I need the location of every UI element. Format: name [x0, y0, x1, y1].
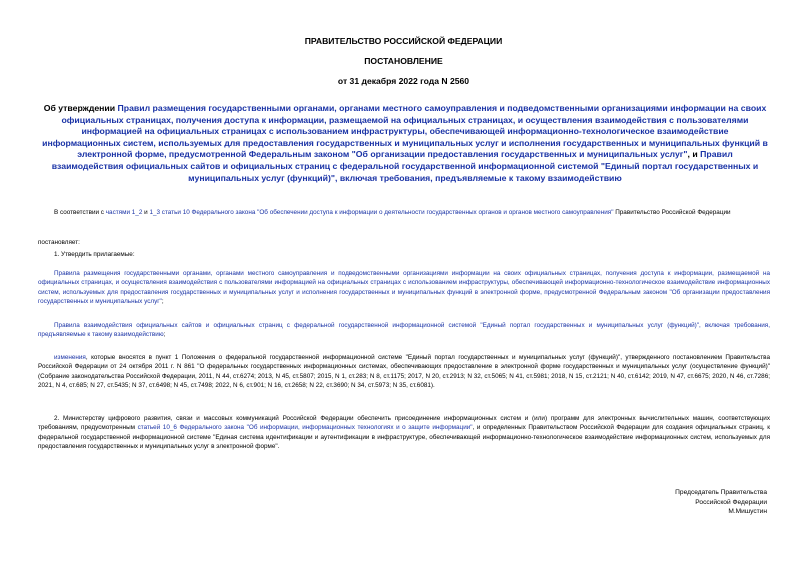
- link-rules-placement[interactable]: Правила размещения государственными органами, органами местного самоуправления и подведомственными организациями информации на своих официальных страницах, получения доступа к информации, размещаемой на официальных страницах, и осуществления взаимодействия с пользователями информацией на официальных страницах с использованием инфраструктуры, обеспечивающей информационно-технологическое взаимодействие информационных систем, используемых для предоставления государственных и муниципальных услуг и исполнения государственных и муниципальных функций в электронной форме, предусмотренной Федеральным законом "Об организации предоставления государственных и муниципальных услуг": [38, 270, 770, 305]
- preamble-text-b: и: [142, 209, 150, 216]
- item-1-label: 1. Утвердить прилагаемые:: [54, 251, 135, 258]
- item-2-paragraph: [38, 414, 770, 451]
- link-article-10-law[interactable]: 1_3 статьи 10 Федерального закона "Об обеспечении доступа к информации о деятельности государственных органов и органов местного самоуправления": [149, 209, 614, 216]
- date-number-heading: от 31 декабря 2022 года N 2560: [337, 76, 470, 86]
- signature-name: М.Мишустин: [728, 508, 767, 516]
- title-link-rules-placement[interactable]: Правил размещения государственными органами, органами местного самоуправления и подведомственными организациями информации на своих официальных страницах, получения доступа к информации, размещаемой на официальных страницах, и осуществления взаимодействия с пользователями информацией на официальных страницах с использованием инфраструктуры, обеспечивающей информационно-технологическое взаимодействие информационных систем, используемых для предоставления государственных и муниципальных услуг и исполнения государственных и муниципальных функций в электронной форме, предусмотренной Федеральным законом "Об организации предоставления государственных и муниципальных услуг": [42, 103, 768, 160]
- item-1-text: [38, 250, 770, 259]
- title-middle: , и: [687, 149, 701, 160]
- title-prefix: Об утверждении: [43, 103, 118, 113]
- approved-item-c: [38, 353, 770, 390]
- preamble-text-a: В соответствии с: [54, 209, 106, 216]
- approved-item-a: [38, 269, 770, 306]
- decides-text: постановляет:: [38, 239, 80, 246]
- approved-item-b: [38, 321, 770, 340]
- doc-type-heading: ПОСТАНОВЛЕНИЕ: [364, 56, 443, 66]
- link-rules-interaction[interactable]: Правила взаимодействия официальных сайтов и официальных страниц с федеральной государственной информационной системой "Единый портал государственных и муниципальных услуг (функций)", включая требования, предъявляемые к такому взаимодействию: [38, 322, 770, 339]
- link-parts-1-2[interactable]: частями 1_2: [105, 209, 143, 216]
- government-heading: ПРАВИТЕЛЬСТВО РОССИЙСКОЙ ФЕДЕРАЦИИ: [304, 36, 503, 46]
- link-amendments[interactable]: изменения: [54, 354, 86, 361]
- signature-block: [675, 488, 767, 517]
- signature-org: Российской Федерации: [695, 498, 767, 506]
- preamble-text-c: Правительство Российской Федерации: [613, 209, 731, 216]
- title-link-rules-interaction[interactable]: Правил взаимодействия официальных сайтов и официальных страниц с федеральной государственной информационной системой "Единый портал государственных и муниципальных услуг (функций)", включая требования, предъявляемые к такому взаимодействию: [51, 149, 759, 183]
- item-c-text: , которые вносятся в пункт 1 Положения о федеральной государственной информационной системе "Единый портал государственных и муниципальных услуг (функций)", утвержденного постановлением Правительства Российской Федерации от 24 октября 2011 г. N 861 "О федеральных государственных информационных системах, обеспечивающих предоставление в электронной форме государственных и муниципальных услуг (осуществление функций)" (Собрание законодательства Российской Федерации, 2011, N 44, ст.6274; 2013, N 45, ст.5807; 2015, N 1, ст.283; N 8, ст.1175; 2017, N 20, ст.2913; N 32, ст.5065; N 41, ст.5981; 2018, N 15, ст.2121; N 40, ст.6142; 2019, N 47, ст.6675; 2020, N 46, ст.7286; 2021, N 4, ст.685; N 27, ст.5435; N 37, ст.6498; N 45, ст.7498; 2022, N 6, ст.901; N 16, ст.2658; N 22, ст.3690; N 34, ст.5973; N 35, ст.6081).: [38, 354, 770, 389]
- signature-position: Председатель Правительства: [675, 489, 767, 496]
- link-article-10-6[interactable]: статьей 10_6 Федерального закона "Об информации, информационных технологиях и о защите информации": [137, 424, 473, 432]
- item-a-end: ;: [161, 297, 164, 305]
- document-title: [42, 103, 768, 184]
- item-2-text-a: 2. Министерству цифрового развития, связи и массовых коммуникаций Российской Федерации обеспечить присоединение информационных систем и (или) программ для электронных вычислительных машин, соответствующих требованиям, предусмотренным: [38, 415, 770, 432]
- preamble-paragraph: [38, 208, 770, 217]
- item-b-end: ;: [163, 331, 166, 339]
- item-2-text-b: , и определенных Правительством Российской Федерации для создания официальных страниц, к федеральной государственной информационной системе "Единая система идентификации и аутентификации в инфраструктуре, обеспечивающей информационно-технологическое взаимодействие информационных систем, используемых для предоставления государственных и муниципальных услуг в электронной форме".: [38, 424, 771, 450]
